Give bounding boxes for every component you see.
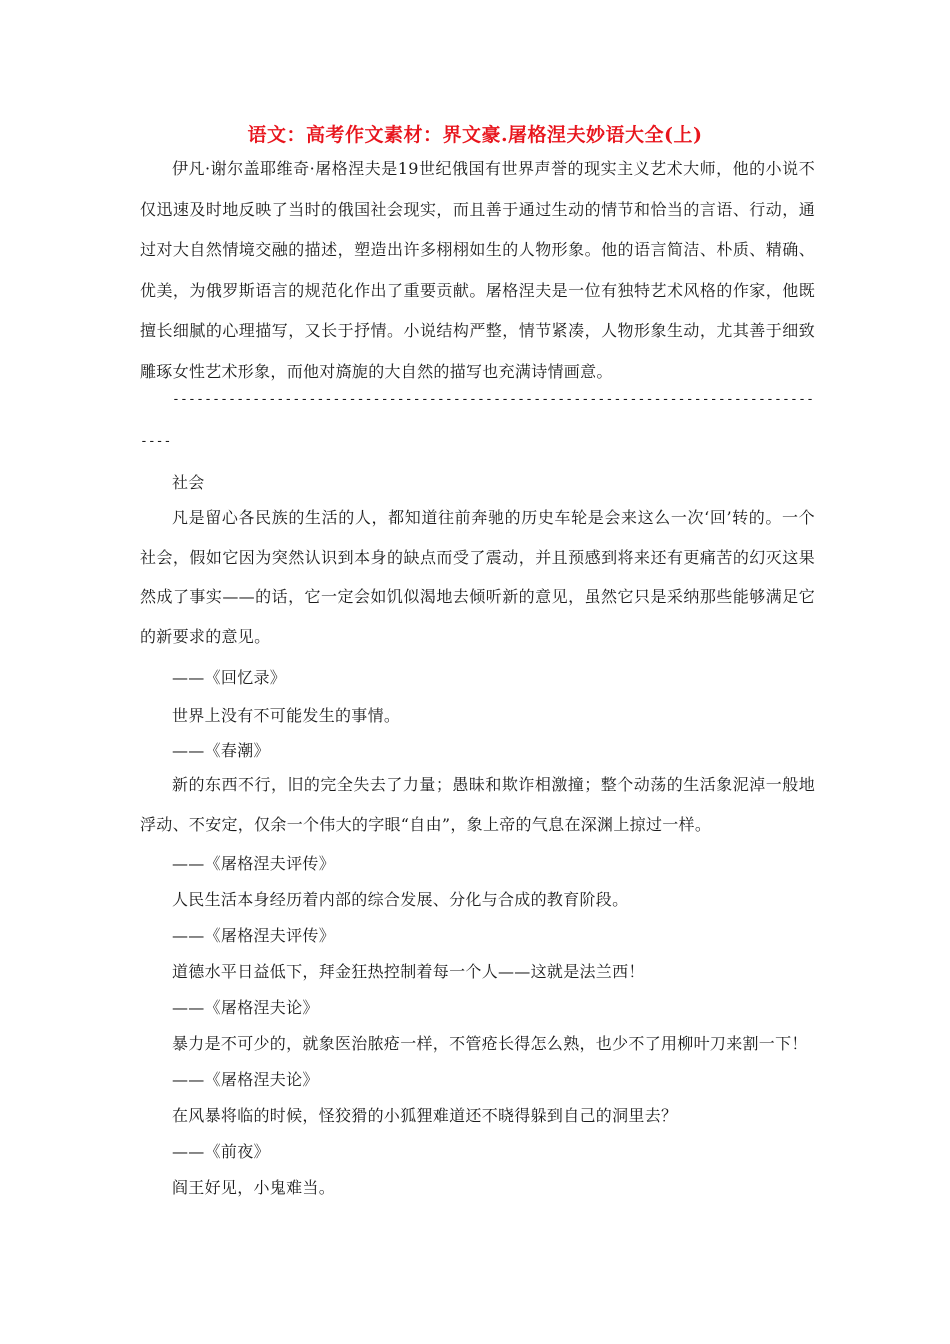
quote-source: ——《春潮》	[172, 741, 270, 760]
quote-text: 在风暴将临的时候，怪狡猾的小狐狸难道还不晓得躲到自己的洞里去？	[172, 1106, 678, 1125]
quote-source: ——《回忆录》	[172, 668, 287, 687]
quote-source: ——《屠格涅夫评传》	[172, 854, 336, 873]
quote-source: ——《屠格涅夫论》	[172, 1070, 319, 1089]
quote-paragraph: 新的东西不行，旧的完全失去了力量；愚昧和欺诈相激撞；整个动荡的生活象泥淖一般地浮动、不安定，仅余一个伟大的字眼“自由”，象上帝的气息在深渊上掠过一样。	[140, 775, 815, 834]
separator-line-continued: ----	[140, 434, 172, 449]
quote-source: ——《屠格涅夫论》	[172, 998, 319, 1017]
quote-text: 人民生活本身经历着内部的综合发展、分化与合成的教育阶段。	[172, 890, 629, 909]
quote-source: ——《前夜》	[172, 1142, 270, 1161]
document-title: 语文：高考作文素材：界文豪.屠格涅夫妙语大全(上)	[247, 124, 703, 146]
separator-line: --------------------------------------------------------------------------------	[172, 392, 815, 407]
quote-text: 世界上没有不可能发生的事情。	[172, 706, 401, 725]
quote-text: 道德水平日益低下，拜金狂热控制着每一个人——这就是法兰西！	[172, 962, 645, 981]
quote-paragraph: 凡是留心各民族的生活的人，都知道往前奔驰的历史车轮是会来这么一次‘回’转的。一个社会，假如它因为突然认识到本身的缺点而受了震动，并且预感到将来还有更痛苦的幻灭这果然成了事实——的话，它一定会如饥似渴地去倾听新的意见，虽然它只是采纳那些能够满足它的新要求的意见。	[140, 508, 815, 646]
intro-paragraph: 伊凡·谢尔盖耶维奇·屠格涅夫是19世纪俄国有世界声誉的现实主义艺术大师，他的小说不仅迅速及时地反映了当时的俄国社会现实，而且善于通过生动的情节和恰当的言语、行动，通过对大自然情境交融的描述，塑造出许多栩栩如生的人物形象。他的语言简洁、朴质、精确、优美，为俄罗斯语言的规范化作出了重要贡献。屠格涅夫是一位有独特艺术风格的作家，他既擅长细腻的心理描写，又长于抒情。小说结构严整，情节紧凑，人物形象生动，尤其善于细致雕琢女性艺术形象，而他对旖旎的大自然的描写也充满诗情画意。	[140, 159, 815, 381]
quote-source: ——《屠格涅夫评传》	[172, 926, 336, 945]
section-heading: 社会	[172, 473, 205, 492]
quote-text: 阎王好见，小鬼难当。	[172, 1178, 336, 1197]
quote-text: 暴力是不可少的，就象医治脓疮一样，不管疮长得怎么熟，也少不了用柳叶刀来割一下！	[172, 1034, 808, 1053]
